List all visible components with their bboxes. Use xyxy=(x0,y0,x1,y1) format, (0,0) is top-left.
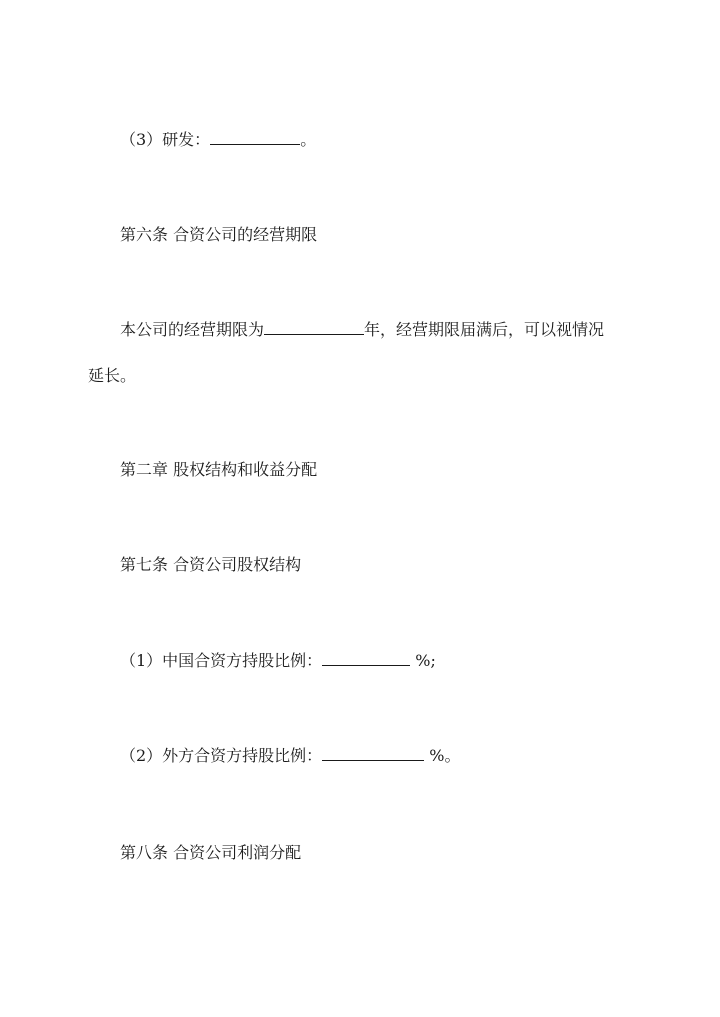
article-7-heading: 第七条 合资公司股权结构 xyxy=(120,555,302,574)
share-cn-line xyxy=(120,651,436,671)
share-cn-suffix: %; xyxy=(410,651,436,670)
chapter-2-heading: 第二章 股权结构和收益分配 xyxy=(120,460,318,479)
term-suffix: 年，经营期限届满后，可以视情况 xyxy=(364,320,605,339)
item-3-rd xyxy=(120,130,316,150)
article-6-body-line-2: 延长。 xyxy=(88,366,137,385)
share-cn-label: （1）中国合资方持股比例： xyxy=(120,651,323,670)
share-foreign-suffix: %。 xyxy=(424,746,461,765)
term-years-blank-field[interactable] xyxy=(264,320,364,335)
rd-blank-field[interactable] xyxy=(210,130,300,145)
item-3-label: （3）研发： xyxy=(120,130,211,149)
term-label: 本公司的经营期限为 xyxy=(120,320,265,339)
article-6-body-line-1 xyxy=(120,320,604,340)
share-cn-blank-field[interactable] xyxy=(322,651,410,666)
article-8-heading: 第八条 合资公司利润分配 xyxy=(120,843,302,862)
share-foreign-line xyxy=(120,746,460,766)
share-foreign-blank-field[interactable] xyxy=(322,746,424,761)
share-foreign-label: （2）外方合资方持股比例： xyxy=(120,746,323,765)
item-3-suffix: 。 xyxy=(300,130,317,149)
article-6-heading: 第六条 合资公司的经营期限 xyxy=(120,225,318,244)
